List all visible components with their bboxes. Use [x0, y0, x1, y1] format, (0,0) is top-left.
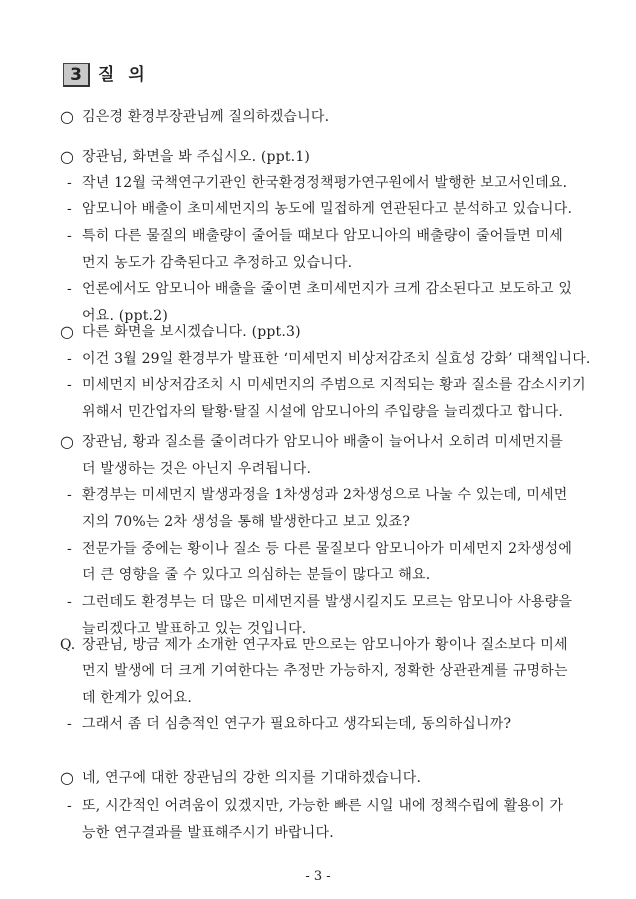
section-number-box: 3	[63, 63, 90, 87]
text-line: 미세먼지 비상저감조치 시 미세먼지의 주범으로 지적되는 황과 질소를 감소시키기	[82, 377, 586, 393]
dash-marker: -	[67, 228, 72, 244]
circle-bullet-icon: ○	[60, 107, 74, 126]
circle-bullet-icon: ○	[60, 322, 74, 341]
text-line: 먼지 발생에 더 크게 기여한다는 추정만 가능하지, 정확한 상관관계를 규명하는	[82, 663, 568, 679]
dash-marker: -	[67, 351, 72, 367]
text-line: 더 큰 영향을 줄 수 있다고 의심하는 분들이 많다고 해요.	[82, 567, 431, 583]
dash-marker: -	[67, 716, 72, 732]
text-line: 전문가들 중에는 황이나 질소 등 다른 물질보다 암모니아가 미세먼지 2차생성에	[82, 541, 573, 557]
text-line: 작년 12월 국책연구기관인 한국환경정책평가연구원에서 발행한 보고서인데요.	[82, 175, 568, 191]
text-line: 장관님, 화면을 봐 주십시오. (ppt.1)	[82, 149, 311, 165]
text-line: 다른 화면을 보시겠습니다. (ppt.3)	[82, 324, 301, 340]
text-line: 언론에서도 암모니아 배출을 줄이면 초미세먼지가 크게 감소된다고 보도하고 있	[82, 281, 573, 297]
text-line: 능한 연구결과를 발표해주시기 바랍니다.	[82, 825, 334, 841]
section-title: 질 의	[98, 65, 149, 85]
text-line: 더 발생하는 것은 아닌지 우려됩니다.	[82, 461, 312, 477]
text-line: 이건 3월 29일 환경부가 발표한 ‘미세먼지 비상저감조치 실효성 강화’ 대책입니다.	[82, 351, 591, 367]
dash-marker: -	[67, 201, 72, 217]
text-line: 네, 연구에 대한 장관님의 강한 의지를 기대하겠습니다.	[82, 770, 422, 786]
dash-marker: -	[67, 175, 72, 191]
dash-marker: -	[67, 487, 72, 503]
circle-bullet-icon: ○	[60, 768, 74, 787]
text-line: 장관님, 방금 제가 소개한 연구자료 만으로는 암모니아가 황이나 질소보다 미세	[82, 637, 568, 653]
dash-marker: -	[67, 377, 72, 393]
text-line: 장관님, 황과 질소를 줄이려다가 암모니아 배출이 늘어나서 오히려 미세먼지를	[82, 434, 564, 450]
dash-marker: -	[67, 541, 72, 557]
text-line: 또, 시간적인 어려움이 있겠지만, 가능한 빠른 시일 내에 정책수립에 활용이 가	[82, 798, 564, 814]
dash-marker: -	[67, 281, 72, 297]
text-line: 위해서 민간업자의 탈황·탈질 시설에 암모니아의 주입량을 늘리겠다고 합니다.	[82, 404, 564, 420]
text-line: 어요. (ppt.2)	[82, 308, 168, 324]
text-line: 먼지 농도가 감축된다고 추정하고 있습니다.	[82, 255, 353, 271]
dash-marker: -	[67, 594, 72, 610]
text-line: 특히 다른 물질의 배출량이 줄어들 때보다 암모니아의 배출량이 줄어들면 미세	[82, 228, 564, 244]
text-line: 지의 70%는 2차 생성을 통해 발생한다고 보고 있죠?	[82, 514, 411, 530]
text-line: 환경부는 미세먼지 발생과정을 1차생성과 2차생성으로 나눌 수 있는데, 미세먼	[82, 487, 568, 503]
text-line: 늘리겠다고 발표하고 있는 것입니다.	[82, 621, 307, 637]
circle-bullet-icon: ○	[60, 147, 74, 166]
dash-marker: -	[67, 798, 72, 814]
text-line: 암모니아 배출이 초미세먼지의 농도에 밀접하게 연관된다고 분석하고 있습니다.	[82, 201, 573, 217]
page-number: - 3 -	[305, 869, 331, 884]
text-line: 그래서 좀 더 심층적인 연구가 필요하다고 생각되는데, 동의하십니까?	[82, 716, 512, 732]
text-line: 김은경 환경부장관님께 질의하겠습니다.	[82, 109, 330, 125]
circle-bullet-icon: ○	[60, 432, 74, 451]
question-marker: Q.	[60, 637, 76, 653]
text-line: 데 한계가 있어요.	[82, 690, 193, 706]
text-line: 그런데도 환경부는 더 많은 미세먼지를 발생시킬지도 모르는 암모니아 사용량을	[82, 594, 573, 610]
